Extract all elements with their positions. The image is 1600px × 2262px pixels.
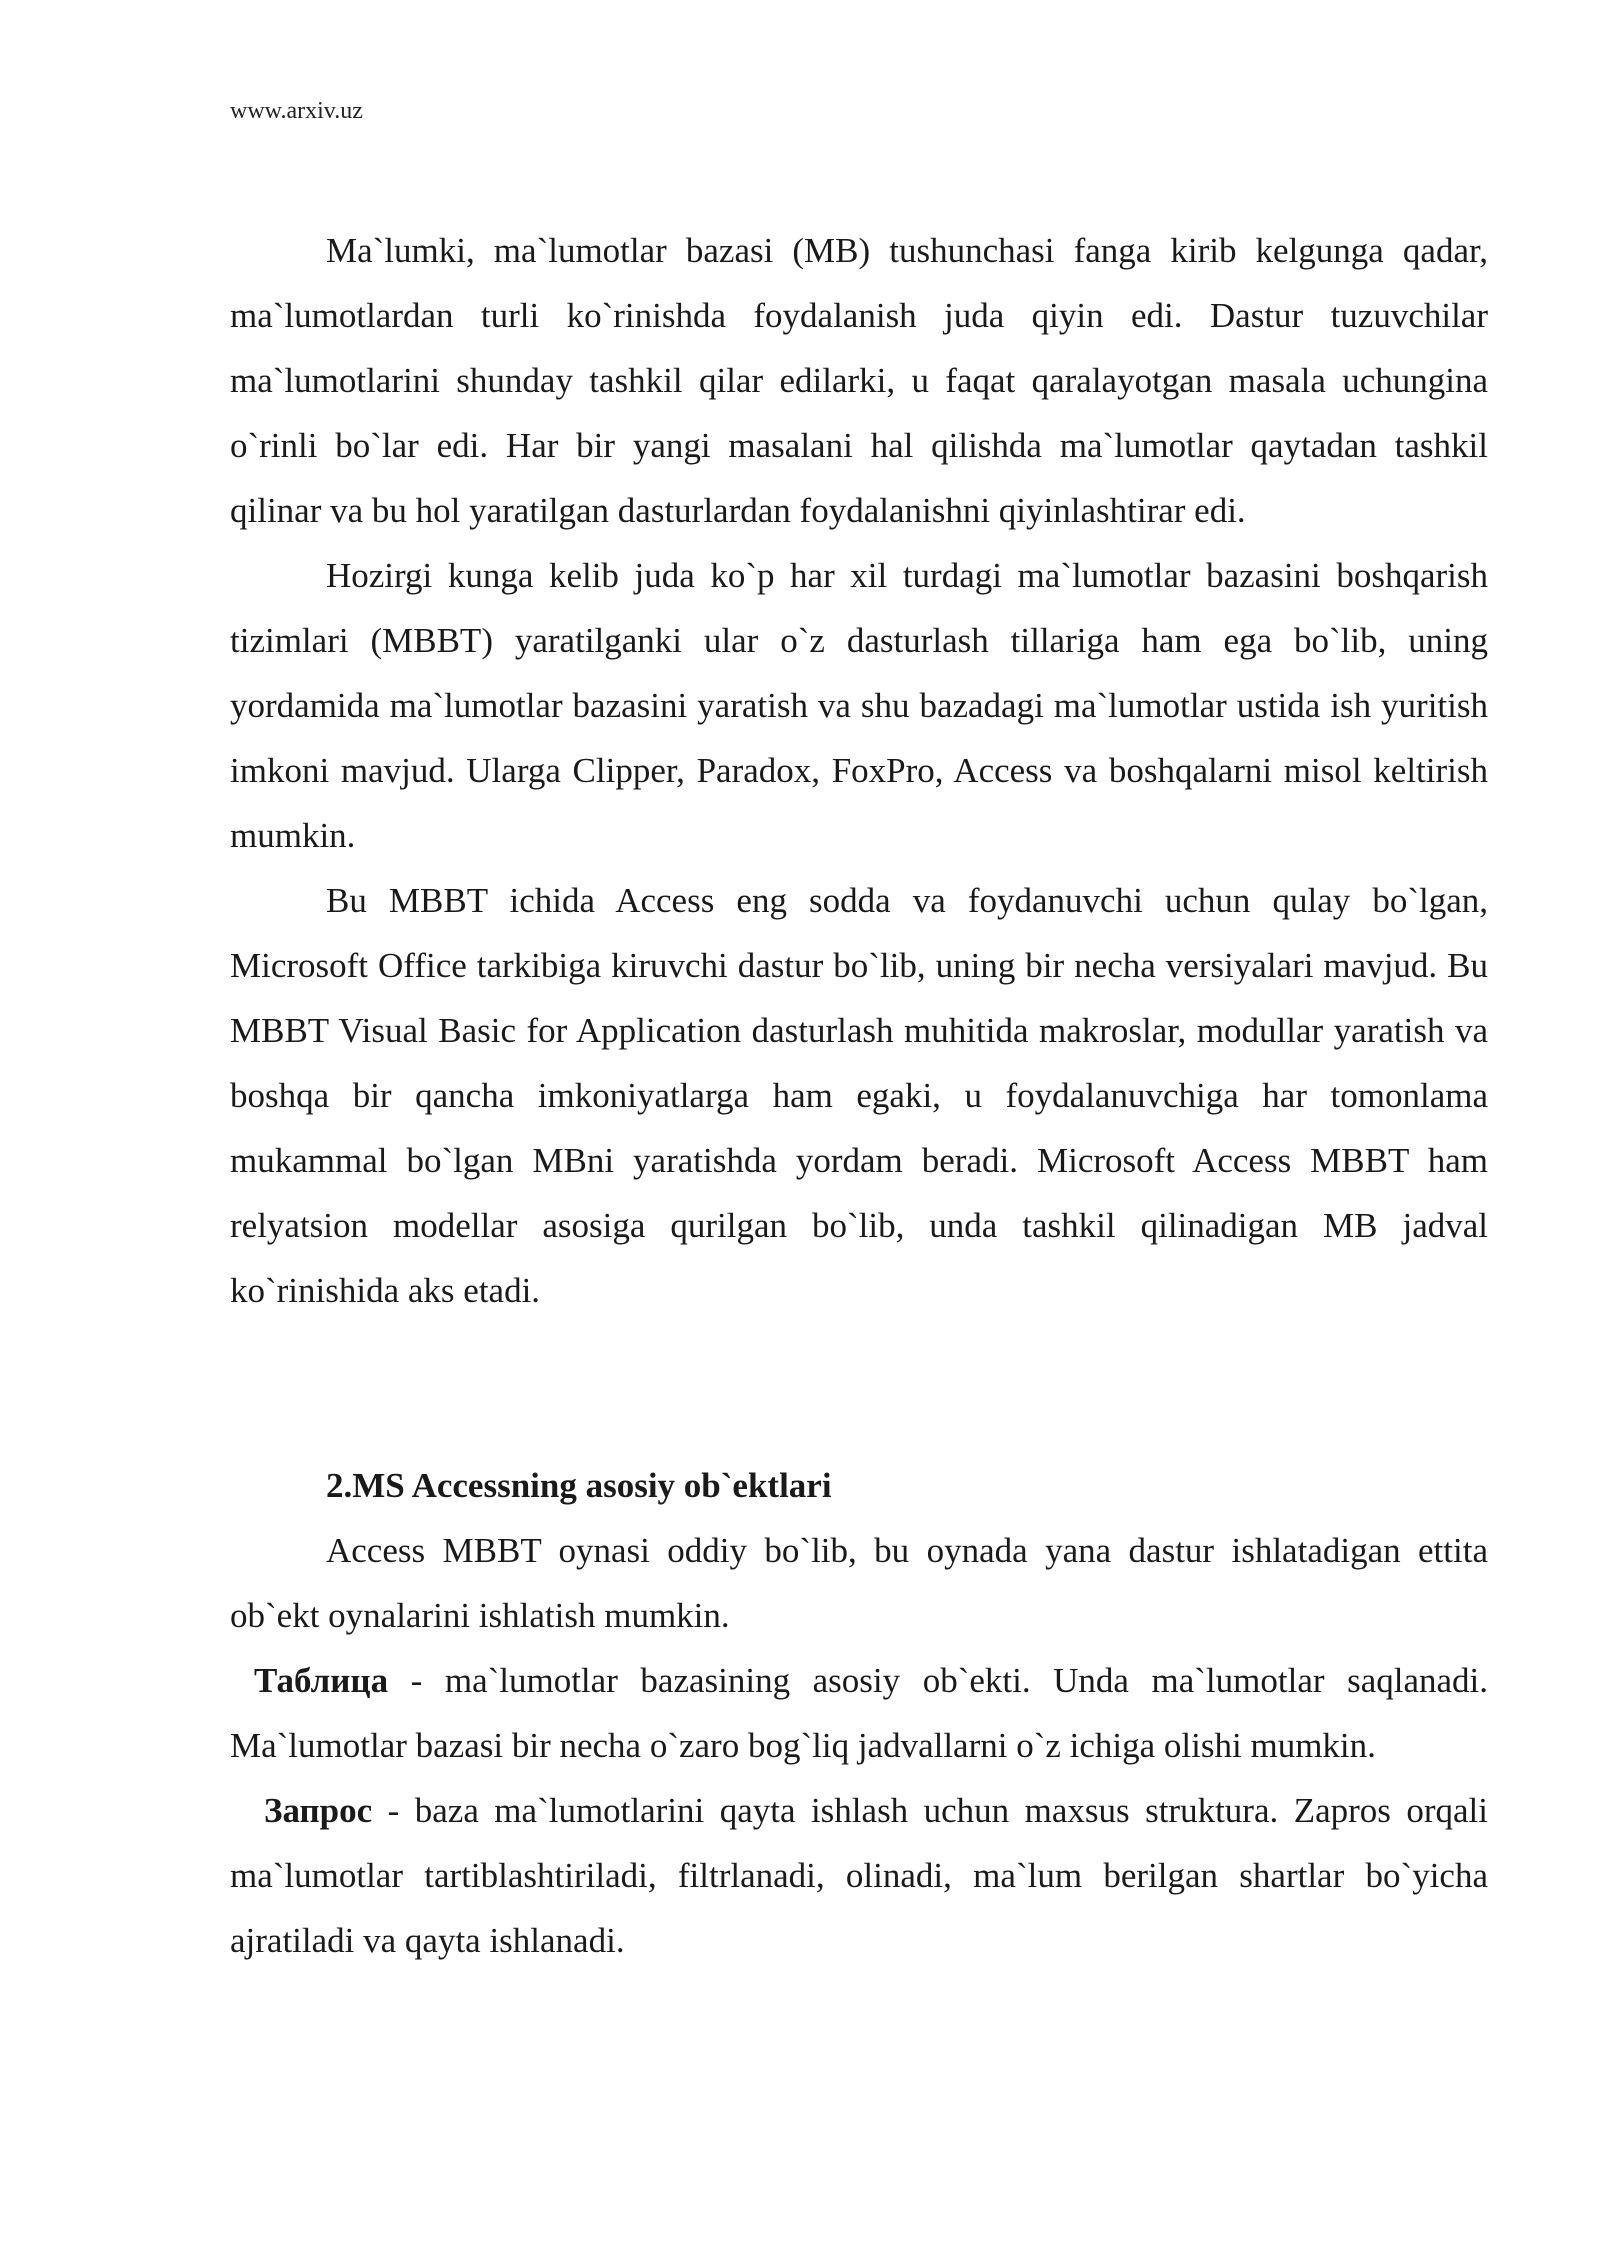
- term-table: Таблица: [254, 1661, 389, 1700]
- document-body: [230, 218, 1488, 1973]
- term-query-definition: - baza ma`lumotlarini qayta ishlash uchun maxsus struktura. Zapros orqali ma`lumotlar tartiblashtiriladi, filtrlanadi, olinadi, ma`lum berilgan shartlar bo`yicha ajratiladi va qayta ishlanadi.: [230, 1791, 1488, 1960]
- header-url: www.arxiv.uz: [230, 98, 363, 124]
- term-paragraph-query: [230, 1778, 1488, 1973]
- section-intro: Access MBBT oynasi oddiy bo`lib, bu oynada yana dastur ishlatadigan ettita ob`ekt oynalarini ishlatish mumkin.: [230, 1531, 1488, 1635]
- term-query: Запрос: [264, 1791, 373, 1830]
- term-paragraph-table: [230, 1648, 1488, 1778]
- term-table-definition: - ma`lumotlar bazasining asosiy ob`ekti. Unda ma`lumotlar saqlanadi. Ma`lumotlar bazasi bir necha o`zaro bog`liq jadvallarni o`z ichiga olishi mumkin.: [230, 1661, 1488, 1765]
- section-heading: 2.MS Accessning asosiy ob`ektlari: [326, 1466, 832, 1505]
- paragraph-access: Bu MBBT ichida Access eng sodda va foydanuvchi uchun qulay bo`lgan, Microsoft Office tarkibiga kiruvchi dastur bo`lib, uning bir necha versiyalari mavjud. Bu MBBT Visual Basic for Application dasturlash muhitida makroslar, modullar yaratish va boshqa bir qancha imkoniyatlarga ham egaki, u foydalanuvchiga har tomonlama mukammal bo`lgan MBni yaratishda yordam beradi. Microsoft Access MBBT ham relyatsion modellar asosiga qurilgan bo`lib, unda tashkil qilinadigan MB jadval ko`rinishida aks etadi.: [230, 881, 1488, 1310]
- paragraph-intro: Ma`lumki, ma`lumotlar bazasi (MB) tushunchasi fanga kirib kelgunga qadar, ma`lumotlardan turli ko`rinishda foydalanish juda qiyin edi. Dastur tuzuvchilar ma`lumotlarini shunday tashkil qilar edilarki, u faqat qaralayotgan masala uchungina o`rinli bo`lar edi. Har bir yangi masalani hal qilishda ma`lumotlar qaytadan tashkil qilinar va bu hol yaratilgan dasturlardan foydalanishni qiyinlashtirar edi.: [230, 231, 1488, 530]
- paragraph-mbbt: Hozirgi kunga kelib juda ko`p har xil turdagi ma`lumotlar bazasini boshqarish tizimlari (MBBT) yaratilganki ular o`z dasturlash tillariga ham ega bo`lib, uning yordamida ma`lumotlar bazasini yaratish va shu bazadagi ma`lumotlar ustida ish yuritish imkoni mavjud. Ularga Clipper, Paradox, FoxPro, Access va boshqalarni misol keltirish mumkin.: [230, 556, 1488, 855]
